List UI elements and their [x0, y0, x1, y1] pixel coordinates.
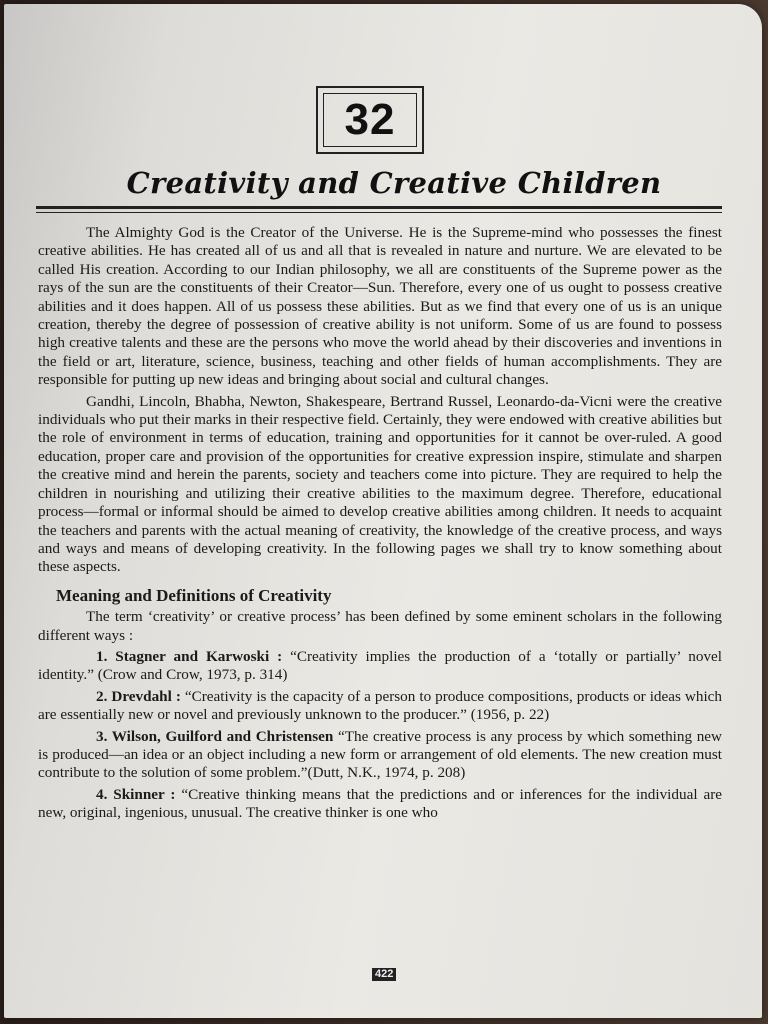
- chapter-title: Creativity and Creative Children: [126, 166, 662, 200]
- paragraph: Gandhi, Lincoln, Bhabha, Newton, Shakespeare, Bertrand Russel, Leonardo-da-Vicni were the creative individuals who put their marks in their respective field. Certainly, they were endowed with creative abilities but the role of environment in terms of education, training and opportunities for it cannot be over-ruled. A good education, proper care and provision of the opportunities for creative expression inspire, stimulate and sharpen the creative mind and herein the parents, society and teachers come into picture. They are required to help the children in nourishing and utilizing their creative abilities to the maximum degree. Therefore, educational process—formal or informal should be aimed to develop creative abilities among children. It needs to acquaint the teachers and parents with the actual meaning of creativity, the knowledge of the creative process, and ways and ways and means of developing creativity. In the following pages we shall try to know something about these aspects.: [38, 392, 722, 576]
- body-text: [38, 224, 722, 826]
- definition-text: “Creative thinking means that the predictions and or inferences for the individual are new, original, ingenious, unusual. The creative thinker is one who: [38, 785, 722, 822]
- book-page: [4, 4, 762, 1018]
- paragraph: The Almighty God is the Creator of the Universe. He is the Supreme-mind who possesses the finest creative abilities. He has created all of us and all that is revealed in nature and nurture. We are elevated to be called His creation. According to our Indian philosophy, we all are constituents of the Supreme power as the rays of the sun are the constituents of their Creator—Sun. Therefore, every one of us ought to possess creative abilities and it does happen. All of us possess these abilities. But as we find that every one of us is an unique creation, thereby the degree of possession of creative ability is not uniform. Some of us are found to possess high creative talents and these are the persons who move the world ahead by their discoveries and inventions in the field or art, literature, science, business, teaching and other fields of human accomplishments. They are responsible for putting up new ideas and bringing about social and cultural changes.: [38, 224, 722, 389]
- page-number: 422: [372, 968, 396, 981]
- definition-author: 2. Drevdahl :: [96, 687, 181, 705]
- section-heading: Meaning and Definitions of Creativity: [56, 585, 332, 605]
- definition-author: 3. Wilson, Guilford and Christensen: [96, 727, 334, 745]
- definition-item: [38, 688, 722, 725]
- definition-author: 4. Skinner :: [96, 785, 176, 803]
- definition-item: [38, 648, 722, 685]
- definition-item: [38, 728, 722, 783]
- title-rule-thin: [36, 212, 722, 213]
- chapter-number: 32: [323, 93, 417, 147]
- title-rule-thick: [36, 206, 722, 209]
- definition-text: “Creativity is the capacity of a person to produce compositions, products or ideas which are essentially new or novel and previously unknown to the producer.” (1956, p. 22): [38, 687, 723, 724]
- definition-author: 1. Stagner and Karwoski :: [96, 647, 283, 665]
- definition-text: “The creative process is any process by which something new is produced—an idea or an object including a new form or arrangement of old elements. The new creation must contribute to the solution of some problem.”(Dutt, N.K., 1974, p. 208): [38, 727, 723, 782]
- definition-item: [38, 786, 722, 823]
- section-intro: The term ‘creativity’ or creative process’ has been defined by some eminent scholars in the following different ways :: [38, 608, 722, 644]
- definition-text: “Creativity implies the production of a ‘totally or partially’ novel identity.” (Crow and Crow, 1973, p. 314): [38, 647, 722, 684]
- chapter-number-box: [316, 86, 424, 154]
